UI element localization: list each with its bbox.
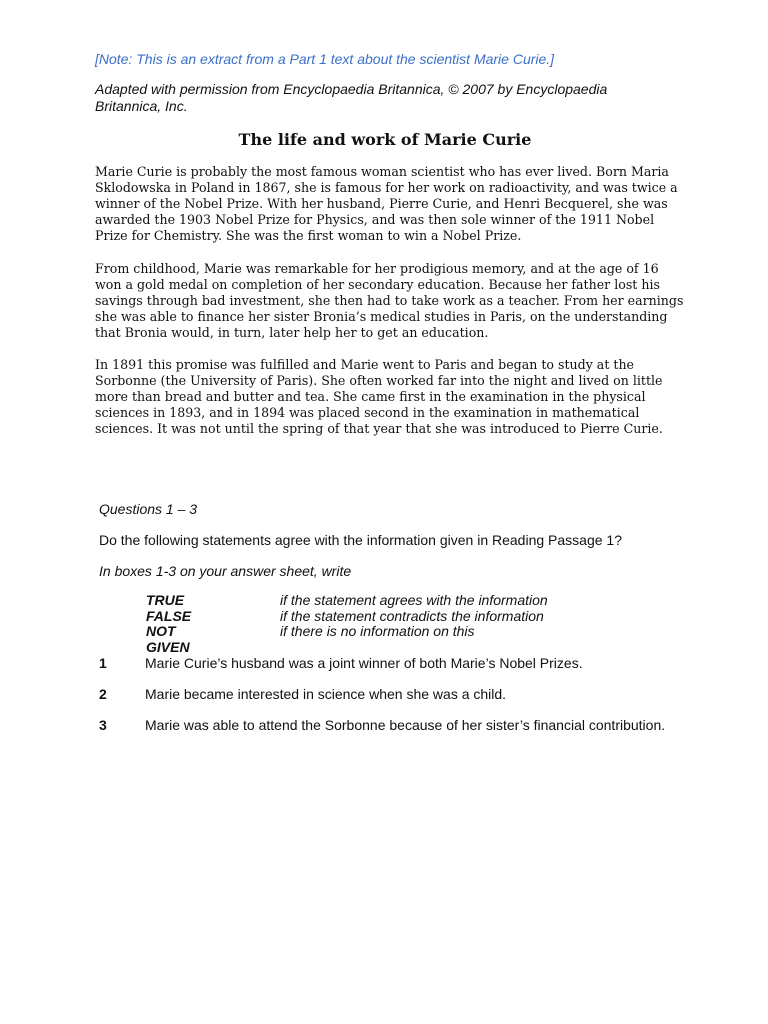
answer-key-definition: if the statement contradicts the information xyxy=(280,607,544,624)
questions-instruction: Do the following statements agree with the information given in Reading Passage 1? xyxy=(99,532,622,548)
article-paragraph-2: From childhood, Marie was remarkable for her prodigious memory, and at the age of 16 won a gold medal on completion of her secondary education. Because her father lost his savings through bad investment, she then had to take work as a teacher. From her earnings she was able to finance her sister Bronia’s medical studies in Paris, on the understanding that Bronia would, in turn, later help her to get an education. xyxy=(95,261,684,341)
editor-note: [Note: This is an extract from a Part 1 text about the scientist Marie Curie.] xyxy=(95,51,555,67)
question-number: 3 xyxy=(99,717,107,733)
question-text: Marie Curie’s husband was a joint winner of both Marie’s Nobel Prizes. xyxy=(145,655,583,671)
article-title: The life and work of Marie Curie xyxy=(238,130,532,149)
question-number: 2 xyxy=(99,686,107,702)
answer-key-term: FALSE xyxy=(146,607,192,624)
copyright-credit: Adapted with permission from Encyclopaedia Britannica, © 2007 by Encyclopaedia Britannica, Inc. xyxy=(95,81,608,114)
question-text: Marie was able to attend the Sorbonne because of her sister’s financial contribution. xyxy=(145,717,666,733)
questions-heading: Questions 1 – 3 xyxy=(99,501,198,517)
question-text: Marie became interested in science when she was a child. xyxy=(145,686,507,702)
article-paragraph-1: Marie Curie is probably the most famous woman scientist who has ever lived. Born Maria Sklodowska in Poland in 1867, she is famous for her work on radioactivity, and was twice a winner of the Nobel Prize. With her husband, Pierre Curie, and Henri Becquerel, she was awarded the 1903 Nobel Prize for Physics, and was then sole winner of the 1911 Nobel Prize for Chemistry. She was the first woman to win a Nobel Prize. xyxy=(95,164,678,244)
question-number: 1 xyxy=(99,655,107,671)
answer-key-term: TRUE xyxy=(146,592,185,608)
answer-key-term: NOT GIVEN xyxy=(146,623,190,655)
answer-sheet-instruction: In boxes 1-3 on your answer sheet, write xyxy=(99,563,352,579)
article-paragraph-3: In 1891 this promise was fulfilled and Marie went to Paris and began to study at the Sorbonne (the University of Paris). She often worked far into the night and lived on little more than bread and butter and tea. She came first in the examination in the physical sciences in 1893, and in 1894 was placed second in the examination in mathematical sciences. It was not until the spring of that year that she was introduced to Pierre Curie. xyxy=(95,357,663,437)
answer-key-definition: if the statement agrees with the information xyxy=(280,592,548,608)
answer-key-definition: if there is no information on this xyxy=(280,623,475,639)
